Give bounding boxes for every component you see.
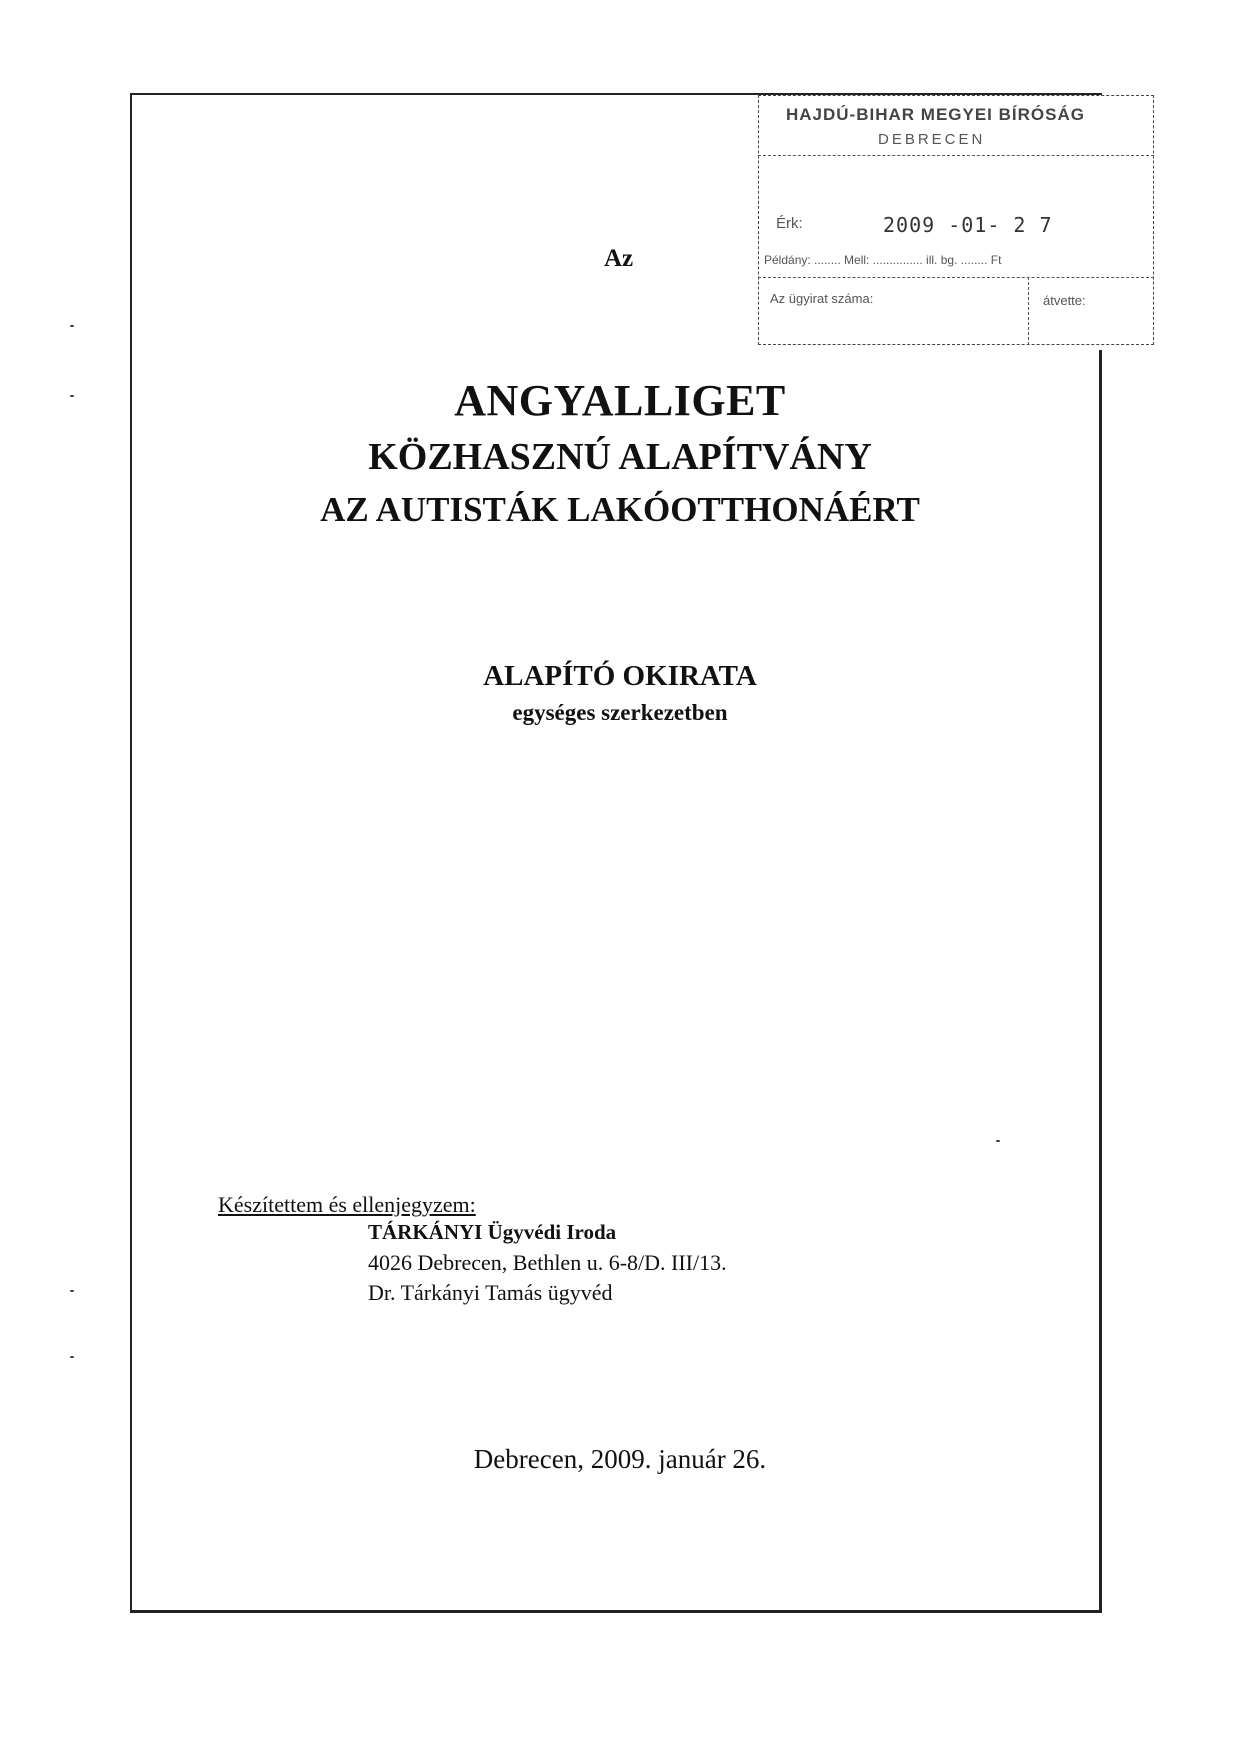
place-and-date: Debrecen, 2009. január 26. xyxy=(473,1444,767,1474)
lawyer-name: Dr. Tárkányi Tamás ügyvéd xyxy=(368,1280,613,1305)
stamp-case-number-label: Az ügyirat száma: xyxy=(770,291,874,306)
foundation-name: ANGYALLIGET xyxy=(454,376,786,425)
court-received-stamp xyxy=(758,95,1158,350)
stamp-divider xyxy=(758,277,1154,278)
stamp-court-name: HAJDÚ-BIHAR MEGYEI BÍRÓSÁG xyxy=(786,105,1085,124)
stamp-fee-line: Példány: ........ Mell: ............... ill. bg. ........ Ft xyxy=(764,253,1002,267)
stamp-received-label: Érk: xyxy=(776,215,803,232)
document-subtitle: ALAPÍTÓ OKIRATA xyxy=(483,660,757,692)
foundation-purpose: AZ AUTISTÁK LAKÓOTTHONÁÉRT xyxy=(320,490,920,529)
scan-speck xyxy=(70,1356,74,1358)
prepared-by-label: Készítettem és ellenjegyzem: xyxy=(218,1192,476,1217)
document-subtitle-note: egységes szerkezetben xyxy=(512,700,728,725)
foundation-type: KÖZHASZNÚ ALAPÍTVÁNY xyxy=(368,436,872,478)
scan-speck xyxy=(70,1290,74,1292)
stamp-divider xyxy=(1028,277,1029,345)
law-firm-name: TÁRKÁNYI Ügyvédi Iroda xyxy=(368,1220,617,1244)
scan-speck xyxy=(70,325,74,327)
scan-speck xyxy=(70,395,74,397)
document-article: Az xyxy=(604,245,634,272)
stamp-received-date: 2009 -01- 2 7 xyxy=(883,213,1053,237)
law-firm-address: 4026 Debrecen, Bethlen u. 6-8/D. III/13. xyxy=(368,1250,727,1275)
scan-speck xyxy=(996,1140,1000,1142)
stamp-divider xyxy=(758,155,1154,156)
stamp-city: DEBRECEN xyxy=(878,131,986,148)
stamp-handed-label: átvette: xyxy=(1043,293,1086,308)
